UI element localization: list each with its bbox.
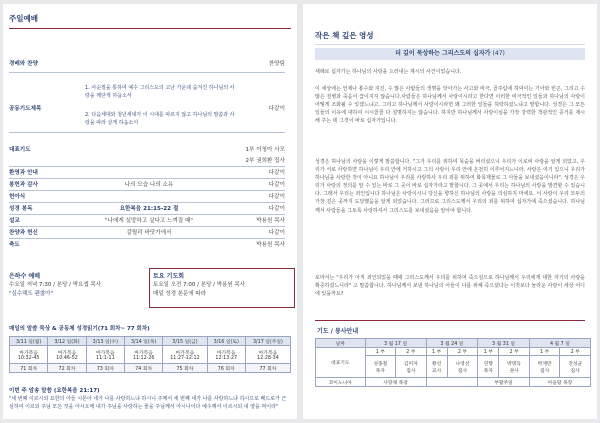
- reading-plan-title: 매일의 말씀 묵상 & 공동체 성경읽기(71 회차~ 77 회차): [9, 326, 150, 332]
- prayer-item-2: 2. 다음세대와 청년세대가 이 시대를 따르지 않고 하나님의 말씀과 사랑을 따라 살게 하옵소서: [85, 112, 235, 126]
- order-item: 헌아식 다같이: [9, 194, 285, 200]
- right-page: [303, 4, 597, 419]
- wednesday-service: 은하수 예배 수요일 저녁 7:30 / 본당 / 박요셉 목사 "실수해도 괜찮아": [9, 273, 102, 297]
- article-subtitle: 더 깊이 묵상하는 그리스도의 십자가 (47): [315, 48, 585, 60]
- article-paragraph: 로마서는 "우리가 아직 죄인되었을 때에 그리스도께서 우리를 위하여 죽으심으로 하나님께서 우리에게 대한 자기의 사랑을 확증하셨느니라" 고 말씀합니다. 하나님께서 보낸 하나님의 아들이 나를 위해 죽으셨다는 이것보다 놀라운 사랑이 세상 어디에 있을까요?: [315, 275, 585, 298]
- reading-cell: 73 회차: [86, 364, 124, 373]
- role-label: 대표기도: [316, 348, 366, 378]
- divider: [9, 226, 285, 227]
- reading-cell: 마가복음 10:32-45: [10, 346, 48, 364]
- reading-cell: 76 회차: [207, 364, 245, 373]
- part-label: 1 부: [365, 348, 396, 356]
- part-label: 2 부: [560, 348, 591, 356]
- reading-cell: 마가복음 11:27-12:12: [163, 346, 207, 364]
- service-header-date: 3 월 24 일: [426, 339, 478, 348]
- service-cell: 나영선 집사: [447, 356, 478, 378]
- reading-cell: 마가복음 12:13-27: [207, 346, 245, 364]
- part-label: 2 부: [396, 348, 427, 356]
- divider: [9, 238, 285, 239]
- memory-verse-text: "세 번째 이르시되 요한의 아들 시몬아 네가 나를 사랑하느냐 하시니 주께서 세 번째 네가 나를 사랑하느냐 하시므로 베드로가 근심하여 이르되 주님 모든 것을 아시오매 내가 주님을 사랑하는 줄을 주님께서 아시나이다 예수께서 이르시되 내 양을 먹이라": [9, 396, 287, 410]
- divider: [9, 202, 285, 203]
- service-cell: 박재만 집사: [529, 356, 560, 378]
- article-paragraph: 세례로 십자가는 하나님의 사랑을 드러내는 계시의 사건이었습니다.: [315, 69, 462, 75]
- divider: [9, 132, 285, 133]
- order-item: 공동기도제목 다같이: [9, 106, 285, 112]
- service-cell: 성종철 목자: [365, 356, 396, 378]
- role-label: 코이노니아: [316, 378, 366, 387]
- title-rule: [9, 28, 291, 29]
- service-table: [315, 338, 591, 387]
- divider: [9, 166, 285, 167]
- service-cell: 황선 교사: [426, 356, 447, 378]
- divider: [9, 178, 285, 179]
- service-cell: 연향 목자: [478, 356, 499, 378]
- prayer-item-1: 1. 사순절을 통하여 예수 그리스도의 고난 가운데 숨겨진 하나님의 사랑을 깨닫게 하옵소서: [85, 85, 235, 99]
- reading-cell: 75 회차: [163, 364, 207, 373]
- saturday-service: 토요 기도회 토요일 오전 7:00 / 본당 / 박용원 목사 매일 성경 본문에 따라: [153, 273, 246, 297]
- service-title: 기도 / 봉사안내: [317, 328, 359, 335]
- part-label: 1 부: [426, 348, 447, 356]
- reading-cell: 3/12 일(화): [48, 337, 86, 346]
- part-label: 1 부: [529, 348, 560, 356]
- service-cell: 박명득 권사: [499, 356, 530, 378]
- reading-cell: 72 회차: [48, 364, 86, 373]
- service-header-date: 날짜: [316, 339, 366, 348]
- reading-cell: 3/13 일(수): [86, 337, 124, 346]
- reading-cell: 3/14 일(목): [124, 337, 162, 346]
- order-item: 축도 박용원 목사: [9, 242, 285, 248]
- divider: [9, 72, 285, 73]
- reading-cell: 71 회차: [10, 364, 48, 373]
- service-rule: [315, 320, 585, 321]
- reading-cell: 3/11 일(월): [10, 337, 48, 346]
- order-item: 찬양과 헌신 갈릴리 바닷가에서 다같이: [9, 230, 285, 236]
- service-cell: 김미자 집사: [396, 356, 427, 378]
- reading-cell: 마가복음 10:46-52: [48, 346, 86, 364]
- title-rule: [315, 44, 585, 45]
- order-item: 2부 권희환 집사: [245, 158, 285, 164]
- reading-cell: 3/17 일(주일): [245, 337, 290, 346]
- worship-section-title: 주일예배: [9, 14, 38, 23]
- reading-cell: 마가복음 11:1-11: [86, 346, 124, 364]
- part-label: 2 부: [499, 348, 530, 356]
- article-paragraph: 성경은 하나님의 사랑을 이렇게 말씀합니다. "그가 우리를 위하여 목숨을 버리셨으니 우리가 이로써 사랑을 알게 되었고, 우리가 서로 사랑하면 하나님이 우리 안에 거하시고 그의 사랑이 우리 안에 온전히 이루어지느니라. 사랑은 여기 있으니 우리가 하나님을 사랑한 것이 아니요 하나님이 우리를 사랑하사 우리 죄를 위하여 화목제물로 그 아들을 보내셨음이니라". 성경은 우리가 사랑의 정의를 알 수 있는 바로 그 곳이 바로 십자가라고 말합니다. 그 곳에서 우리는 하나님의 사랑을 발견할 수 있습니다. 그래서 우리는 죄인입니다 하나님은 사랑이시니 당신을 향하신 하나님의 사랑을 의심하지 마세요. 이 사랑이 우리 모두의 가장 깊은 곳까지 도달했음을 알게 되었습니다. 그러므로 그리스도께서 우리의 죄를 위하여 십자가에 죽으셨습니다. 하나님께서 사람들을 그토록 사랑하셔서 그리스도를 보내셨음을 알아야 합니다.: [315, 159, 585, 214]
- order-item: 경배와 찬양 찬양팀: [9, 61, 285, 67]
- service-header-date: 4 월 7 일: [529, 339, 590, 348]
- spiritual-section-title: 작은 책 깊은 영성: [315, 31, 374, 40]
- reading-cell: 3/15 일(금): [163, 337, 207, 346]
- service-cell: [426, 378, 478, 387]
- service-header-date: 3 월 17 일: [365, 339, 426, 348]
- reading-cell: 마가복음 11:12-26: [124, 346, 162, 364]
- order-item: 환영과 안내 다같이: [9, 170, 285, 176]
- reading-cell: 74 회차: [124, 364, 162, 373]
- service-header-date: 3 월 31 일: [478, 339, 530, 348]
- service-cell: 전성균 집사: [560, 356, 591, 378]
- service-cell: 부활주일: [478, 378, 530, 387]
- service-cell: 사랑채 목장: [365, 378, 426, 387]
- reading-cell: 3/16 일(토): [207, 337, 245, 346]
- reading-plan-table: [9, 336, 291, 373]
- left-page: [3, 4, 297, 419]
- service-cell: 아을람 목장: [529, 378, 590, 387]
- memory-verse-title: 이번 주 암송 말씀 (요한복음 21:17): [9, 388, 100, 394]
- order-item: 봉헌과 감사 나의 모습 나의 소유 다같이: [9, 182, 285, 188]
- order-item: 성경 봉독 요한복음 21:15-22 절 다같이: [9, 206, 285, 212]
- order-item: 대표기도 1부 이청아 사모: [9, 147, 285, 153]
- reading-cell: 마가복음 12:28-34: [245, 346, 290, 364]
- article-paragraph: 이 세상에는 언제나 홍수와 지진, 수 많은 사람들의 생명을 앗아가는 사고와 비극, 골주림에 허덕이는 기아와 빈곤, 그리고 수 많은 질병과 죽음이 끊이지지 않습니다.사람들은 하나님께서 사랑이시라고 한다면 이러한 비극적인 일들과 하나님의 사랑이 어떻게 조화될 수 있겠느냐고, 그리고 하나님께서 사랑이시라면 왜 그러한 일들을 허락하셨느냐고 말합니다. 성경은 그 모든 일들의 이유에 대하여 시시콜콜 다 설명하지는 않습니다. 하지만 하나님께서 사랑이심을 가장 강력한 객관적인 증거를 제시해 주는 데 그것이 바로 십자가입니다.: [315, 86, 585, 125]
- part-label: 2 부: [447, 348, 478, 356]
- order-item: 설교 "나에게 실망하고 싶다고 느껴질 때" 박용원 목사: [9, 218, 285, 224]
- divider: [9, 214, 285, 215]
- part-label: 1 부: [478, 348, 499, 356]
- divider: [9, 190, 285, 191]
- reading-cell: 77 회차: [245, 364, 290, 373]
